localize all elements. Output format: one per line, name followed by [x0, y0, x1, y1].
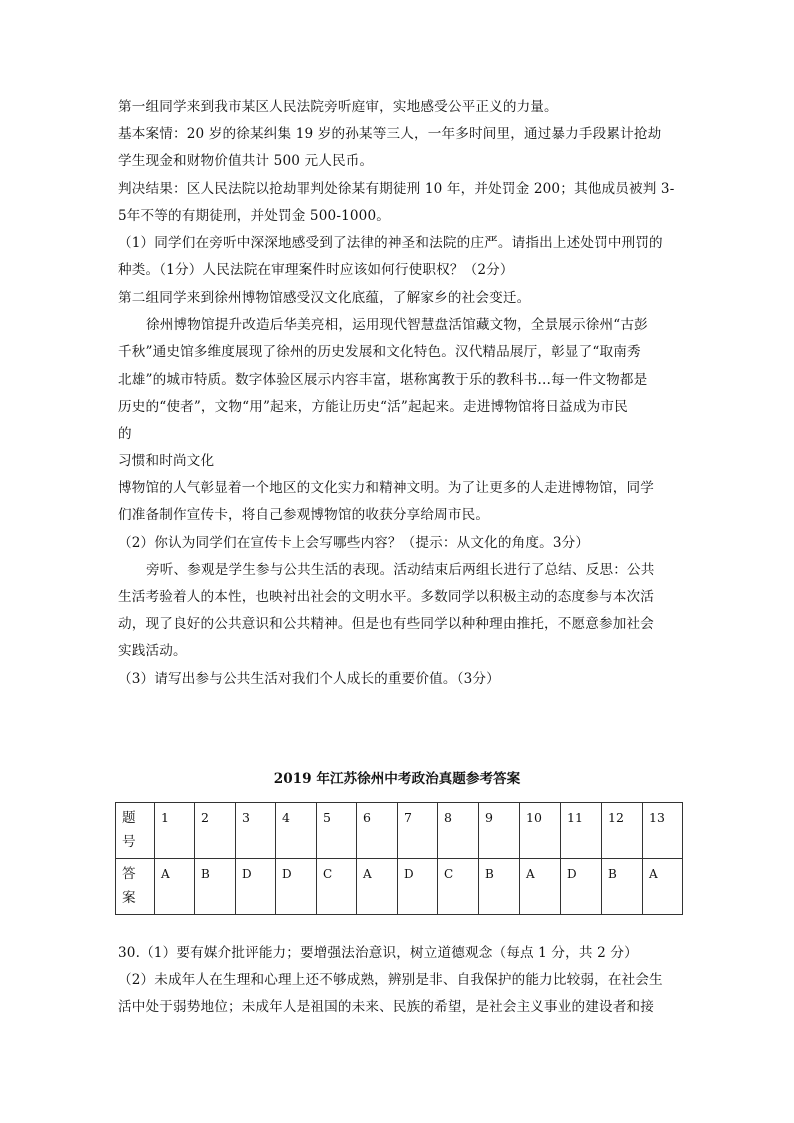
- answer-line: 30.（1）要有媒介批评能力；要增强法治意识，树立道德观念（每点 1 分，共 2 分）: [118, 945, 638, 961]
- question-number-cell: 9: [479, 803, 520, 859]
- table-row: [116, 803, 683, 859]
- answer-cell: B: [479, 859, 520, 915]
- paragraph-line: 习惯和时尚文化: [118, 453, 215, 469]
- answer-cell: D: [561, 859, 602, 915]
- row-header-char: 号: [122, 834, 136, 850]
- question-number-cell: 10: [520, 803, 561, 859]
- question-number-cell: 8: [438, 803, 479, 859]
- question-number-cell: 4: [276, 803, 317, 859]
- question-number-cell: 12: [602, 803, 643, 859]
- paragraph-line: 学生现金和财物价值共计 500 元人民币。: [118, 153, 374, 169]
- answer-cell: A: [357, 859, 398, 915]
- row-header-char: 题: [122, 810, 136, 826]
- question-line: 种类。（1分）人民法院在审理案件时应该如何行使职权？（2分）: [118, 262, 514, 278]
- paragraph-line: 旁听、参观是学生参与公共生活的表现。活动结束后两组长进行了总结、反思：公共: [146, 562, 655, 578]
- paragraph-line: 博物馆的人气彰显着一个地区的文化实力和精神文明。为了让更多的人走进博物馆，同学: [118, 480, 655, 496]
- paragraph-line: 千秋”通史馆多维度展现了徐州的历史发展和文化特色。汉代精品展厅，彰显了“取南秀: [118, 344, 641, 360]
- answer-key-table: [115, 802, 683, 915]
- answer-cell: D: [236, 859, 276, 915]
- question-number-cell: 1: [155, 803, 195, 859]
- paragraph-line: 第二组同学来到徐州博物馆感受汉文化底蕴，了解家乡的社会变迁。: [118, 290, 531, 306]
- answer-cell: B: [195, 859, 236, 915]
- question-number-cell: 2: [195, 803, 236, 859]
- paragraph-line: 第一组同学来到我市某区人民法院旁听庭审，实地感受公平正义的力量。: [118, 99, 558, 115]
- paragraph-line: 基本案情：20 岁的徐某纠集 19 岁的孙某等三人，一年多时间里，通过暴力手段累计抢劫: [118, 126, 662, 142]
- paragraph-line: 们准备制作宣传卡，将自己参观博物馆的收获分享给周市民。: [118, 507, 490, 523]
- question-number-cell: 13: [643, 803, 683, 859]
- answer-cell: A: [155, 859, 195, 915]
- paragraph-line: 北雄”的城市特质。数字体验区展示内容丰富，堪称寓教于乐的教科书…每一件文物都是: [118, 372, 648, 388]
- answer-line: 活中处于弱势地位；未成年人是祖国的未来、民族的希望，是社会主义事业的建设者和接: [118, 999, 655, 1015]
- paragraph-line: 动，现了良好的公共意识和公共精神。但是也有些同学以种种理由推托，不愿意参加社会: [118, 616, 655, 632]
- question-number-cell: 3: [236, 803, 276, 859]
- answer-line: （2）未成年人在生理和心理上还不够成熟，辨别是非、自我保护的能力比较弱，在社会生: [118, 972, 663, 988]
- paragraph-line: 的: [118, 426, 132, 442]
- row-header-answer: [116, 859, 155, 915]
- table-row: [116, 859, 683, 915]
- question-number-cell: 6: [357, 803, 398, 859]
- answer-cell: A: [520, 859, 561, 915]
- answer-cell: D: [276, 859, 317, 915]
- answer-cell: C: [317, 859, 357, 915]
- question-line: （3）请写出参与公共生活对我们个人成长的重要价值。（3分）: [118, 671, 500, 687]
- row-header-char: 答: [122, 866, 136, 882]
- question-line: （1）同学们在旁听中深深地感受到了法律的神圣和法院的庄严。请指出上述处罚中刑罚的: [118, 235, 663, 251]
- question-number-cell: 7: [398, 803, 438, 859]
- paragraph-line: 历史的“使者”，文物“用”起来，方能让历史“活”起起来。走进博物馆将日益成为市民: [118, 399, 628, 415]
- paragraph-line: 徐州博物馆提升改造后华美亮相，运用现代智慧盘活馆藏文物，全景展示徐州“古彭: [146, 317, 648, 333]
- question-number-cell: 11: [561, 803, 602, 859]
- answer-cell: C: [438, 859, 479, 915]
- answer-cell: B: [602, 859, 643, 915]
- row-header-question-number: [116, 803, 155, 859]
- answer-key-title: 2019 年江苏徐州中考政治真题参考答案: [273, 771, 521, 787]
- paragraph-line: 判决结果：区人民法院以抢劫罪判处徐某有期徒刑 10 年，并处罚金 200；其他成员被判 3-: [118, 181, 675, 197]
- paragraph-line: 生活考验着人的本性，也映衬出社会的文明水平。多数同学以积极主动的态度参与本次活: [118, 589, 655, 605]
- question-number-cell: 5: [317, 803, 357, 859]
- row-header-char: 案: [122, 890, 136, 906]
- answer-cell: D: [398, 859, 438, 915]
- paragraph-line: 实践活动。: [118, 643, 187, 659]
- question-line: （2）你认为同学们在宣传卡上会写哪些内容？（提示：从文化的角度。3分）: [118, 535, 590, 551]
- answer-cell: A: [643, 859, 683, 915]
- paragraph-line: 5年不等的有期徒刑，并处罚金 500-1000。: [118, 208, 391, 224]
